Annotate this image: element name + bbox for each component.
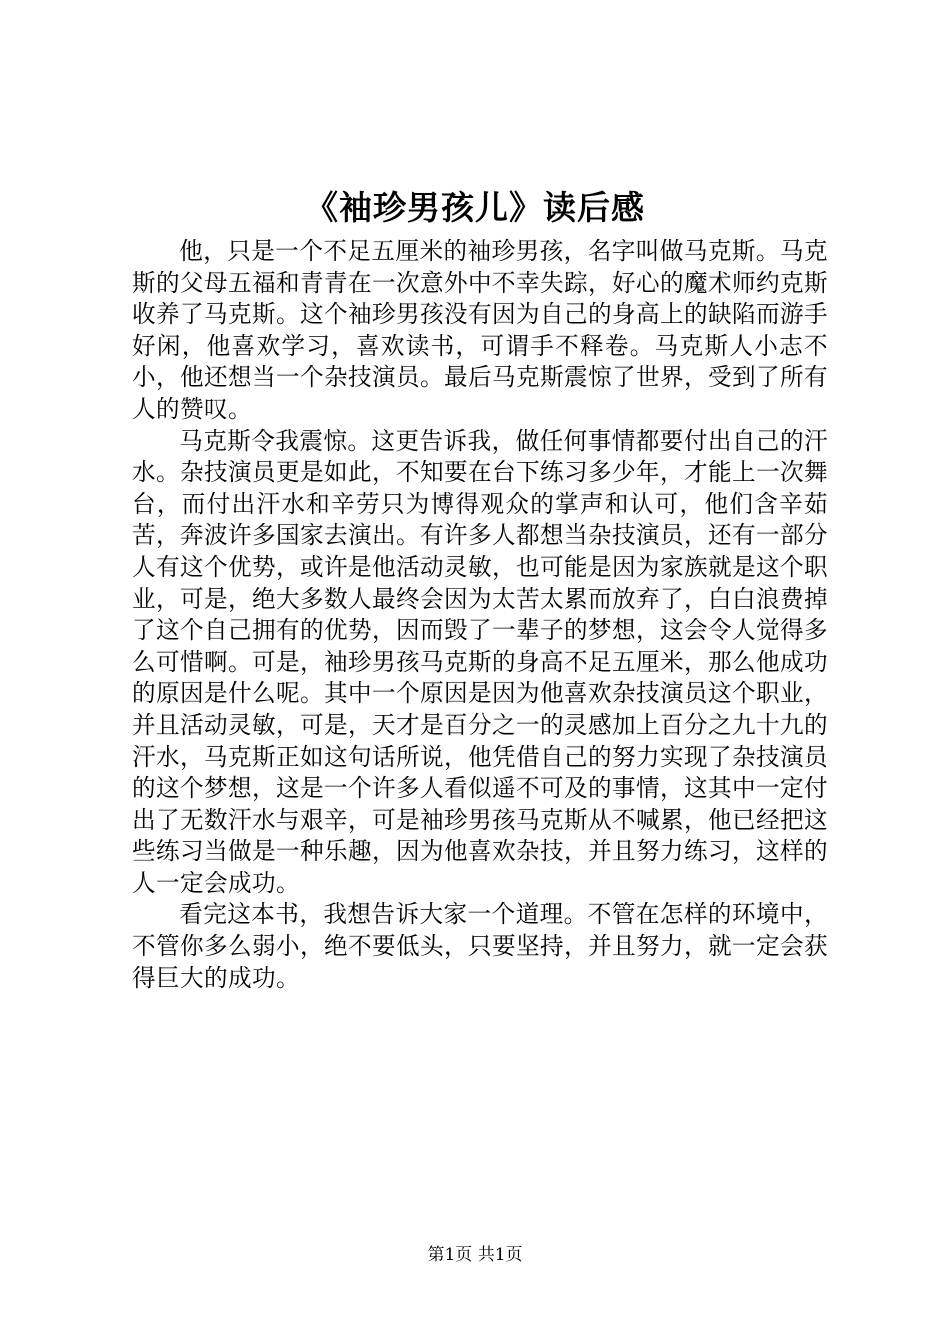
document-body [132,236,828,994]
paragraph: 他，只是一个不足五厘米的袖珍男孩，名字叫做马克斯。马克斯的父母五福和青青在一次意外中不幸失踪，好心的魔术师约克斯收养了马克斯。这个袖珍男孩没有因为自己的身高上的缺陷而游手好闲，他喜欢学习，喜欢读书，可谓手不释卷。马克斯人小志不小，他还想当一个杂技演员。最后马克斯震惊了世界，受到了所有人的赞叹。 [132,237,828,423]
page-footer: 第1页 共1页 [427,1245,523,1265]
document-title: 《袖珍男孩儿》读后感 [305,188,645,227]
paragraph: 马克斯令我震惊。这更告诉我，做任何事情都要付出自己的汗水。杂技演员更是如此，不知要在台下练习多少年，才能上一次舞台，而付出汗水和辛劳只为博得观众的掌声和认可，他们含辛茹苦，奔波许多国家去演出。有许多人都想当杂技演员，还有一部分人有这个优势，或许是他活动灵敏，也可能是因为家族就是这个职业，可是，绝大多数人最终会因为太苦太累而放弃了，白白浪费掉了这个自己拥有的优势，因而毁了一辈子的梦想，这会令人觉得多么可惜啊。可是，袖珍男孩马克斯的身高不足五厘米，那么他成功的原因是什么呢。其中一个原因是因为他喜欢杂技演员这个职业，并且活动灵敏，可是，天才是百分之一的灵感加上百分之九十九的汗水，马克斯正如这句话所说，他凭借自己的努力实现了杂技演员的这个梦想，这是一个许多人看似遥不可及的事情，这其中一定付出了无数汗水与艰辛，可是袖珍男孩马克斯从不喊累，他已经把这些练习当做是一种乐趣，因为他喜欢杂技，并且努力练习，这样的人一定会成功。 [132,426,828,897]
paragraph: 看完这本书，我想告诉大家一个道理。不管在怎样的环境中，不管你多么弱小，绝不要低头，只要坚持，并且努力，就一定会获得巨大的成功。 [132,900,828,992]
